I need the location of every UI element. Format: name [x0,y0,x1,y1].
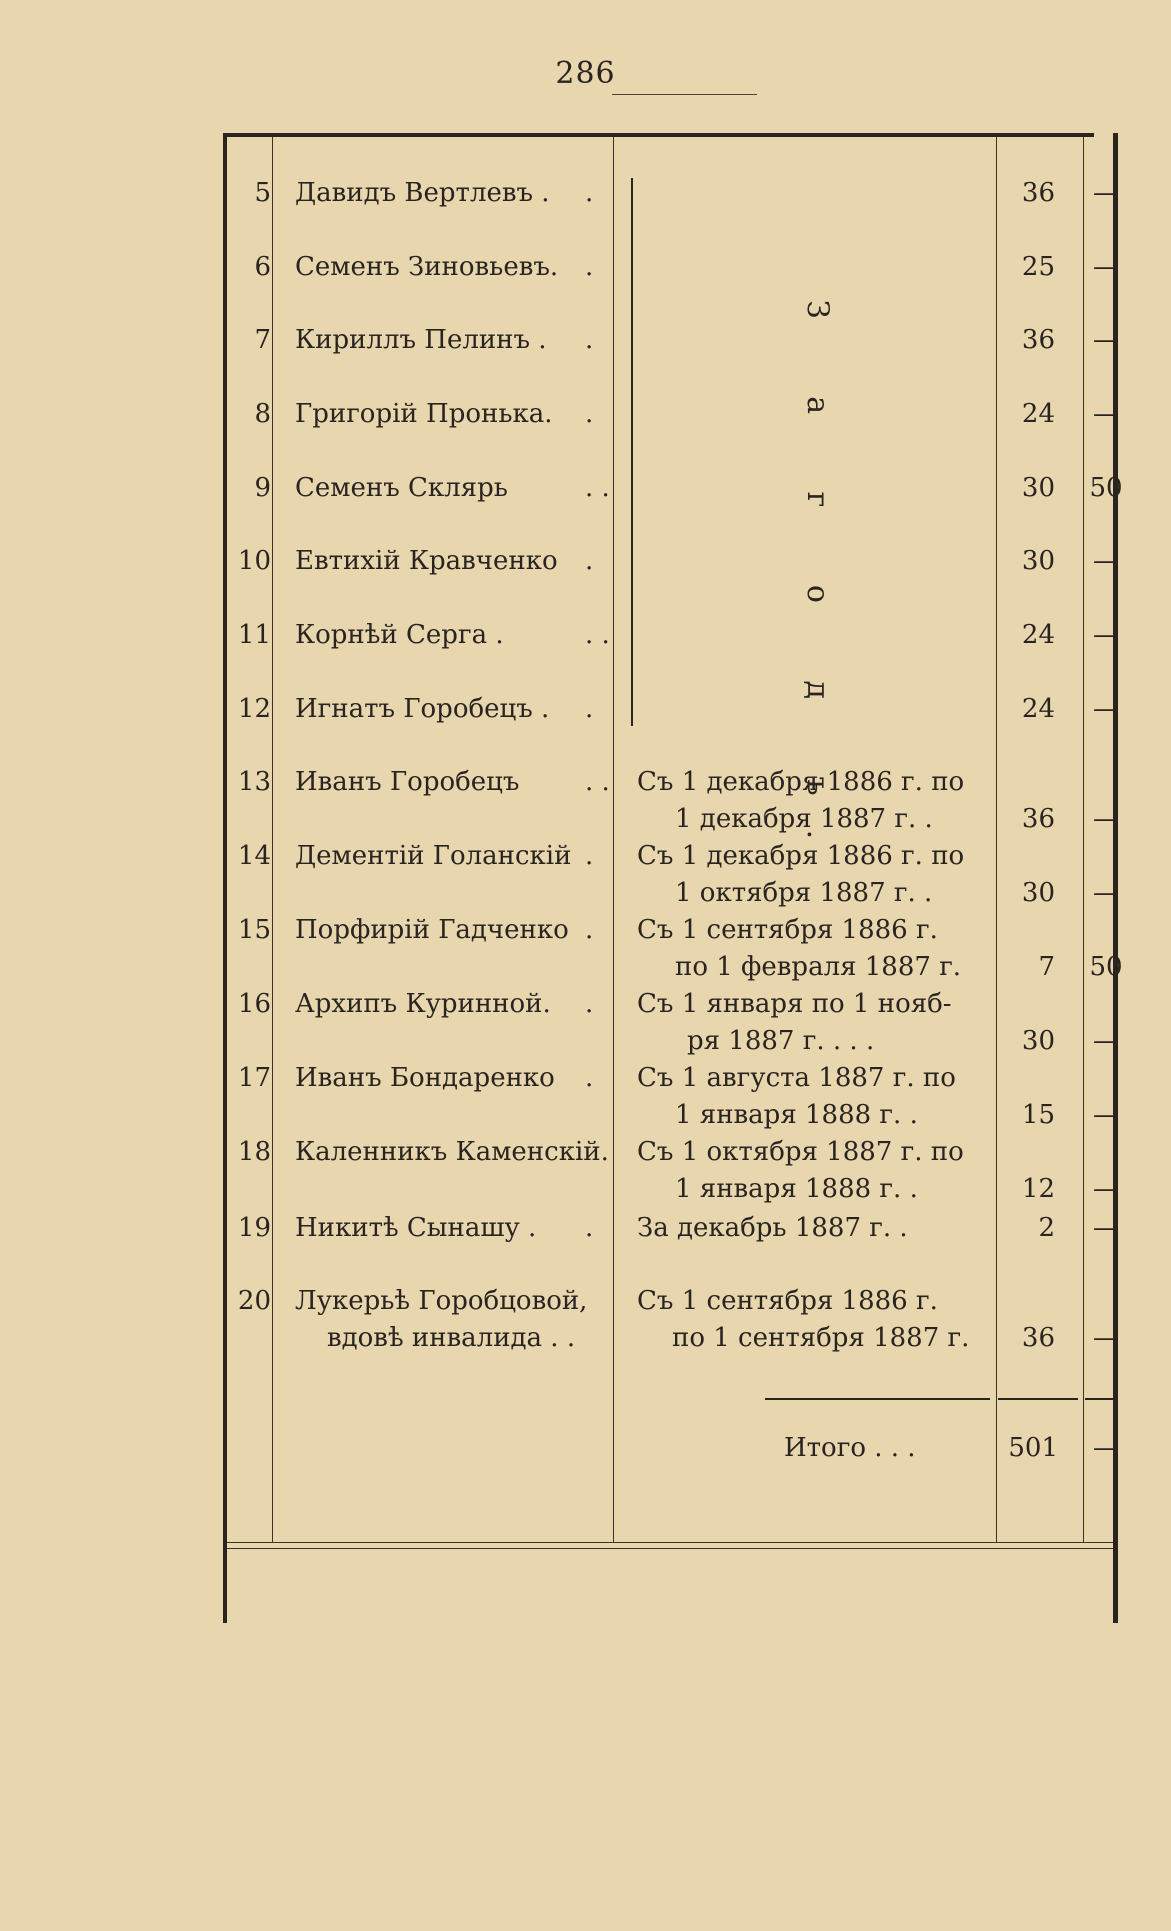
period-line-1: Съ 1 октября 1887 г. по [637,1137,964,1167]
amount-kopecks: — [1093,1174,1119,1204]
total-label: Итого . . . [784,1433,916,1463]
amount-kopecks: — [1093,252,1119,282]
row-dots: . . [585,620,610,650]
row-number: 15 [237,915,271,945]
amount-rubles: 36 [1021,1323,1055,1353]
recipient-name: Давидъ Вертлевъ . [295,178,550,208]
row-dots: . [585,546,594,576]
recipient-name: Семенъ Зиновьевъ. [295,252,559,282]
total-rubles: 501 [1008,1433,1058,1463]
amount-kopecks: — [1093,546,1119,576]
amount-kopecks: — [1093,1026,1119,1056]
recipient-name: Евтихій Кравченко [295,546,558,576]
row-dots: . [585,1063,594,1093]
amount-kopecks: — [1093,1100,1119,1130]
amount-rubles: 2 [1038,1213,1055,1243]
page-number: 286 [555,56,616,91]
row-number: 10 [237,546,271,576]
amount-kopecks: — [1093,620,1119,650]
amount-rubles: 30 [1021,546,1055,576]
recipient-name: Иванъ Горобецъ [295,767,520,797]
recipient-name: Лукерьѣ Горобцовой, [295,1286,588,1316]
amount-kopecks: — [1093,1213,1119,1243]
total-kopecks: — [1093,1433,1119,1463]
total-rule-kop [1085,1398,1113,1400]
amount-rubles: 24 [1021,694,1055,724]
row-number: 13 [237,767,271,797]
row-number: 6 [254,252,271,282]
recipient-name: Кириллъ Пелинъ . [295,325,547,355]
period-line-1: За декабрь 1887 г. . [637,1213,908,1243]
amount-kopecks: 50 [1089,473,1123,503]
period-line-1: Съ 1 декабря 1886 г. по [637,841,965,871]
recipient-name: Игнатъ Горобецъ . [295,694,550,724]
total-rule-period [765,1398,990,1400]
amount-rubles: 30 [1021,1026,1055,1056]
period-line-1: Съ 1 января по 1 нояб- [637,989,952,1019]
period-line-2: ря 1887 г. . . . [687,1026,875,1056]
row-dots: . [585,325,594,355]
row-number: 9 [254,473,271,503]
row-dots: . [585,178,594,208]
row-dots: . [585,1213,594,1243]
recipient-name: Каленникъ Каменскій. [295,1137,609,1167]
row-number: 18 [237,1137,271,1167]
recipient-name: Иванъ Бондаренко [295,1063,555,1093]
row-dots: . [585,915,594,945]
amount-kopecks: — [1093,178,1119,208]
amount-kopecks: — [1093,694,1119,724]
recipient-name: Никитѣ Сынашу . [295,1213,537,1243]
row-number: 5 [254,178,271,208]
amount-kopecks: 50 [1089,952,1123,982]
row-dots: . [585,841,594,871]
row-number: 7 [254,325,271,355]
amount-rubles: 15 [1021,1100,1055,1130]
amount-kopecks: — [1093,804,1119,834]
table-bottom-rule-double [227,1548,1113,1549]
amount-rubles: 36 [1021,804,1055,834]
group-period-label: З а г о д ъ. [800,300,835,874]
period-line-2: 1 января 1888 г. . [675,1100,918,1130]
row-number: 14 [237,841,271,871]
row-dots: . . [585,473,610,503]
row-number: 11 [237,620,271,650]
amount-rubles: 25 [1021,252,1055,282]
row-dots: . [585,399,594,429]
row-dots: . . [585,767,610,797]
amount-kopecks: — [1093,325,1119,355]
amount-rubles: 36 [1021,325,1055,355]
total-rule-rub [998,1398,1078,1400]
row-number: 20 [237,1286,271,1316]
row-dots: . [585,989,594,1019]
recipient-name: Семенъ Склярь [295,473,508,503]
period-line-2: 1 октября 1887 г. . [675,878,933,908]
period-line-2: 1 января 1888 г. . [675,1174,918,1204]
row-dots: . [585,694,594,724]
column-divider-number [272,137,273,1542]
period-line-1: Съ 1 августа 1887 г. по [637,1063,956,1093]
period-line-1: Съ 1 сентября 1886 г. [637,1286,938,1316]
row-dots: . [585,252,594,282]
amount-rubles: 7 [1038,952,1055,982]
period-line-2: 1 декабря 1887 г. . [675,804,933,834]
amount-rubles: 12 [1021,1174,1055,1204]
table-bottom-rule [227,1542,1113,1543]
amount-rubles: 30 [1021,878,1055,908]
row-number: 19 [237,1213,271,1243]
recipient-name: Григорій Пронька. [295,399,553,429]
frame-top-border [226,133,1094,137]
page-number-rule [612,94,757,95]
row-number: 12 [237,694,271,724]
row-number: 17 [237,1063,271,1093]
recipient-name-line-2: вдовѣ инвалида . . [327,1323,576,1353]
period-line-1: Съ 1 сентября 1886 г. [637,915,938,945]
amount-kopecks: — [1093,399,1119,429]
column-divider-rub [1083,137,1084,1542]
amount-rubles: 24 [1021,620,1055,650]
row-number: 8 [254,399,271,429]
period-line-2: по 1 сентября 1887 г. [672,1323,970,1353]
recipient-name: Архипъ Куринной. [295,989,551,1019]
amount-rubles: 24 [1021,399,1055,429]
amount-rubles: 36 [1021,178,1055,208]
recipient-name: Порфирій Гадченко [295,915,569,945]
recipient-name: Дементій Голанскій [295,841,572,871]
amount-kopecks: — [1093,878,1119,908]
period-line-1: Съ 1 декабря 1886 г. по [637,767,965,797]
amount-rubles: 30 [1021,473,1055,503]
row-number: 16 [237,989,271,1019]
amount-kopecks: — [1093,1323,1119,1353]
period-line-2: по 1 февраля 1887 г. [675,952,962,982]
recipient-name: Корнѣй Серга . [295,620,504,650]
